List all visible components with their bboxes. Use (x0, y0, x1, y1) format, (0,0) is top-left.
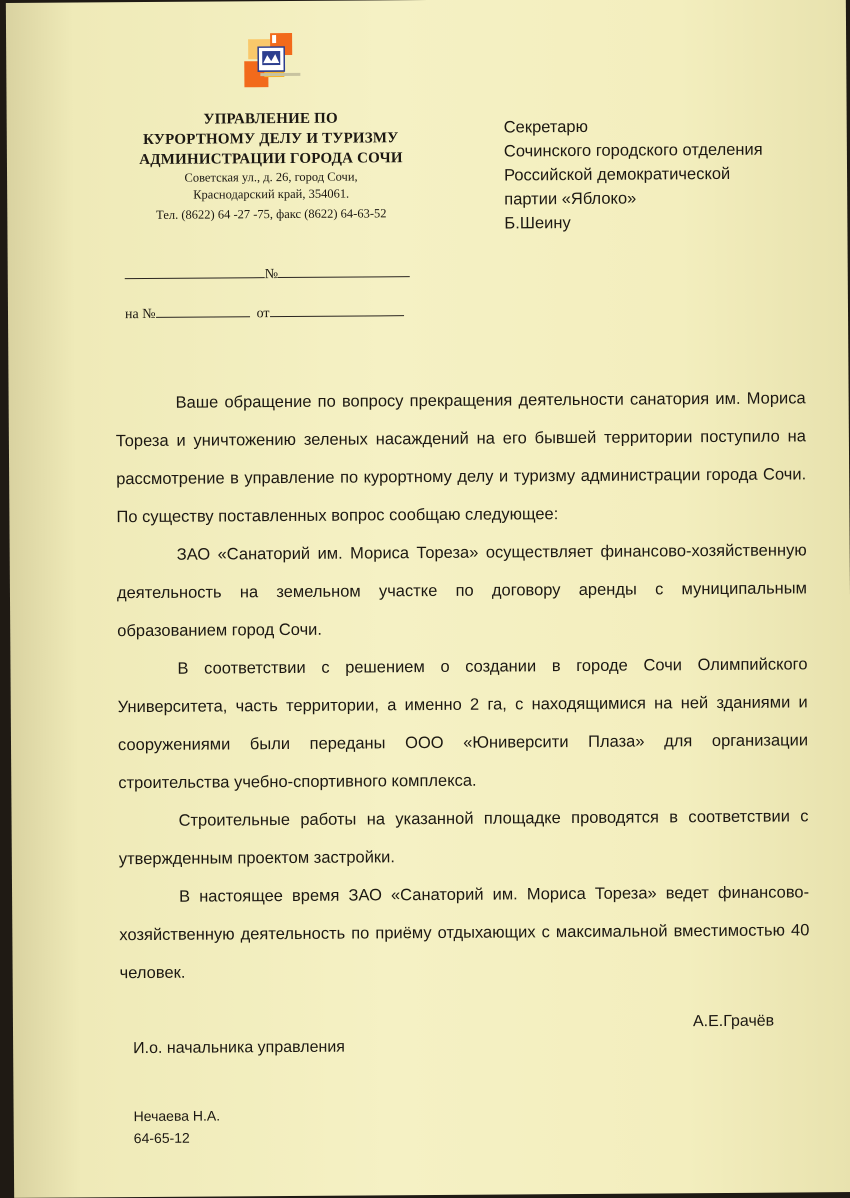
date-label: от (256, 306, 270, 322)
sochi-emblem-logo (234, 33, 304, 93)
body-paragraph: Строительные работы на указанной площадке проводятся в соответствии с утвержденным проектом застройки. (118, 807, 809, 869)
executor-block (134, 1104, 221, 1149)
body-paragraph: В соответствии с решением о создании в городе Сочи Олимпийского Университета, часть территории, а именно 2 га, с находящимися на ней зданиями и сооружениями были переданы ООО «Юниверсити Плаза» для организации строительства учебно-спортивного комплекса. (117, 655, 809, 793)
blank-field (269, 301, 403, 317)
org-name-line: УПРАВЛЕНИЕ ПО (203, 110, 338, 128)
signatory-name: А.Е.Грачёв (692, 1012, 775, 1031)
blank-field (125, 263, 265, 279)
blank-field (278, 262, 410, 278)
signatory-title: И.о. начальника управления (133, 1038, 345, 1058)
addressee-block (504, 113, 835, 235)
organization-header (97, 108, 446, 225)
number-label: № (264, 267, 279, 283)
addressee-line: партии «Яблоко» (504, 189, 637, 209)
addressee-line: Российской демократической (503, 164, 731, 185)
registration-reference-line (125, 301, 404, 323)
addressee-line: Сочинского городского отделения (503, 140, 763, 161)
executor-phone: 64-65-12 (133, 1129, 190, 1147)
blank-field (156, 302, 250, 318)
addressee-line: Секретарю (503, 117, 588, 137)
addressee-line: Б.Шеину (504, 214, 571, 233)
executor-name: Нечаева Н.А. (133, 1107, 221, 1125)
ref-label: на № (124, 306, 156, 323)
body-paragraph: ЗАО «Санаторий им. Мориса Тореза» осуществляет финансово-хозяйственную деятельность на земельном участке по договору аренды с муниципальным образованием город Сочи. (116, 541, 808, 641)
org-name-line: КУРОРТНОМУ ДЕЛУ И ТУРИЗМУ (143, 130, 399, 148)
org-phone: Тел. (8622) 64 -27 -75, факс (8622) 64-63-52 (156, 206, 387, 222)
letter-body (116, 379, 810, 992)
body-paragraph: В настоящее время ЗАО «Санаторий им. Мориса Тореза» ведет финансово-хозяйственную деятельность по приёму отдыхающих с максимальной вместимостью 40 человек. (119, 883, 810, 983)
org-name-line: АДМИНИСТРАЦИИ ГОРОДА СОЧИ (139, 150, 403, 169)
body-paragraph: Ваше обращение по вопросу прекращения деятельности санатория им. Мориса Тореза и уничтожению зеленых насаждений на его бывшей территории поступило на рассмотрение в управление по курортному делу и туризму администрации города Сочи. По существу поставленных вопрос сообщаю следующее: (115, 389, 807, 527)
registration-number-line (125, 262, 410, 284)
letter-sheet (6, 0, 850, 1198)
org-address-line: Советская ул., д. 26, город Сочи, (184, 169, 358, 185)
org-address-line: Краснодарский край, 354061. (193, 186, 350, 202)
